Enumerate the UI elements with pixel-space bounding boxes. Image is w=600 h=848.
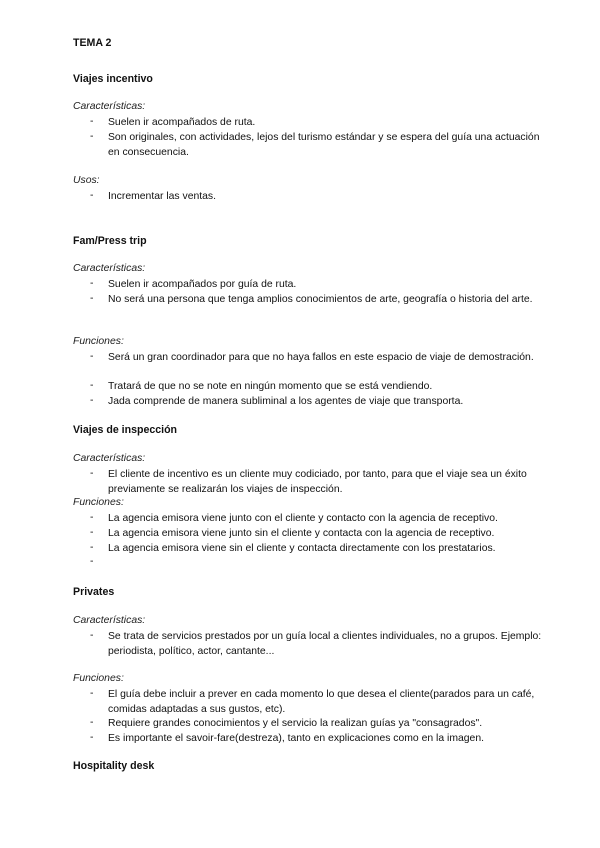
list-item-text: No será una persona que tenga amplios conocimientos de arte, geografía o historia del arte. xyxy=(108,294,533,305)
list-item-text: Suelen ir acompañados de ruta. xyxy=(108,117,256,128)
bullet-dash: - xyxy=(90,527,94,538)
list-item-text: Requiere grandes conocimientos y el servicio la realizan guías ya "consagrados". xyxy=(108,718,483,729)
bullet-dash: - xyxy=(90,278,94,289)
bullet-dash: - xyxy=(90,131,94,142)
section-heading-viajes-incentivo: Viajes incentivo xyxy=(73,73,153,85)
label-funciones: Funciones: xyxy=(73,336,124,347)
list-item-text: Tratará de que no se note en ningún momento que se está vendiendo. xyxy=(108,381,433,392)
label-usos: Usos: xyxy=(73,175,100,186)
list-item-text: Se trata de servicios prestados por un guía local a clientes individuales, no a grupos. Ejemplo: periodista, político, actor, cantante... xyxy=(108,631,542,657)
label-funciones: Funciones: xyxy=(73,497,124,508)
empty-bullet-dash: - xyxy=(90,556,94,567)
list-item-text: La agencia emisora viene junto con el cliente y contacto con la agencia de receptivo. xyxy=(108,513,498,524)
label-caracteristicas: Características: xyxy=(73,615,146,626)
list-item-text: La agencia emisora viene junto sin el cliente y contacta con la agencia de receptivo. xyxy=(108,528,495,539)
bullet-dash: - xyxy=(90,116,94,127)
bullet-dash: - xyxy=(90,542,94,553)
section-heading-hospitality-desk: Hospitality desk xyxy=(73,760,155,772)
bullet-dash: - xyxy=(90,293,94,304)
label-caracteristicas: Características: xyxy=(73,101,146,112)
list-item-text: Será un gran coordinador para que no haya fallos en este espacio de viaje de demostración. xyxy=(108,352,534,363)
section-heading-viajes-de-inspeccion: Viajes de inspección xyxy=(73,424,178,436)
bullet-dash: - xyxy=(90,351,94,362)
bullet-dash: - xyxy=(90,732,94,743)
list-item-text: Es importante el savoir-fare(destreza), tanto en explicaciones como en la imagen. xyxy=(108,733,484,744)
list-item-text: Incrementar las ventas. xyxy=(108,191,216,202)
section-heading-privates: Privates xyxy=(73,586,115,598)
list-item-text: El guía debe incluir a prever en cada momento lo que desea el cliente(parados para un café, comidas adaptadas a sus gustos, etc). xyxy=(108,689,535,715)
document-title: TEMA 2 xyxy=(73,37,112,49)
bullet-dash: - xyxy=(90,512,94,523)
bullet-dash: - xyxy=(90,190,94,201)
bullet-dash: - xyxy=(90,717,94,728)
bullet-dash: - xyxy=(90,630,94,641)
list-item-text: Suelen ir acompañados por guía de ruta. xyxy=(108,279,297,290)
bullet-dash: - xyxy=(90,688,94,699)
section-heading-fam-press-trip: Fam/Press trip xyxy=(73,235,147,247)
label-funciones: Funciones: xyxy=(73,673,124,684)
list-item-text: La agencia emisora viene sin el cliente y contacta directamente con los prestatarios. xyxy=(108,543,496,554)
list-item-text: Son originales, con actividades, lejos del turismo estándar y se espera del guía una actuación en consecuencia. xyxy=(108,132,540,158)
list-item-text: El cliente de incentivo es un cliente muy codiciado, por tanto, para que el viaje sea un éxito previamente se realizarán los viajes de inspección. xyxy=(108,469,527,495)
label-caracteristicas: Características: xyxy=(73,263,146,274)
label-caracteristicas: Características: xyxy=(73,453,146,464)
bullet-dash: - xyxy=(90,395,94,406)
bullet-dash: - xyxy=(90,380,94,391)
bullet-dash: - xyxy=(90,468,94,479)
list-item-text: Jada comprende de manera subliminal a los agentes de viaje que transporta. xyxy=(108,396,464,407)
